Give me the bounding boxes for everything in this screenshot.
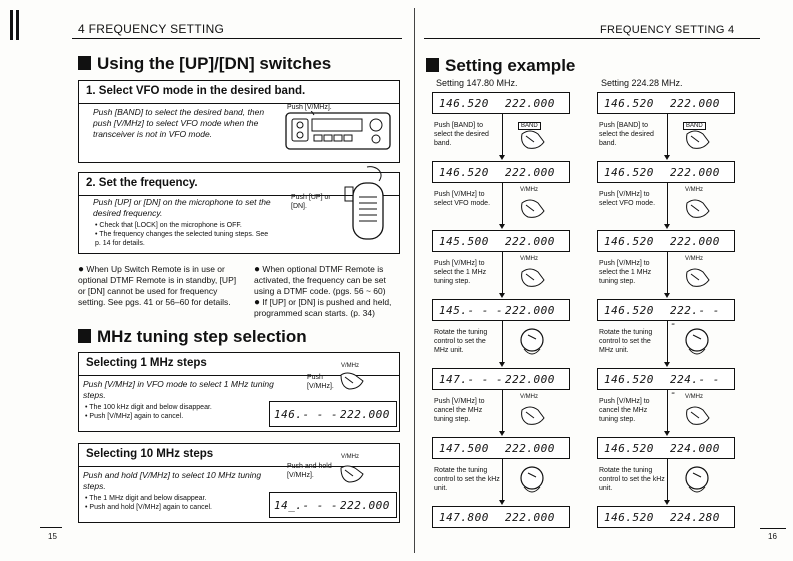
flow-arrow-line [502, 114, 503, 156]
flow-arrow-line [667, 390, 668, 432]
key-label: V/MHz [685, 187, 703, 193]
lcd-right-freq: 222.000 [505, 442, 555, 455]
step2-callout: Push [UP] or [DN]. [291, 194, 331, 210]
mhz10-lcd [269, 492, 397, 518]
flow-arrow-line [502, 390, 503, 432]
column-title: Setting 147.80 MHz. [436, 78, 518, 88]
flow-arrowhead [499, 362, 505, 367]
flow-arrowhead [664, 224, 670, 229]
lcd-right-freq: 222.000 [505, 235, 555, 248]
step1-text: Push [BAND] to select the desired band, then push [V/MHz] to select VFO mode when the transceiver is not in VFO mode. [93, 107, 265, 139]
lcd-left-freq: 145.- - - [439, 304, 504, 317]
step2-bullet: • The frequency changes the selected tuning steps. See p. 14 for details. [95, 231, 269, 247]
mhz10-bullet: • The 1 MHz digit and below disappear. [85, 495, 207, 502]
example-column-224 [597, 78, 743, 528]
key-label: V/MHz [520, 187, 538, 193]
flow-arrow-line [667, 183, 668, 225]
example-lcd [432, 230, 570, 252]
lcd-left-freq: 146.520 [439, 97, 489, 110]
tuning-dial-icon [677, 463, 717, 499]
example-step-text: Rotate the tuning control to set the kHz unit. [599, 467, 665, 492]
example-lcd [432, 506, 570, 528]
example-step-text: Push [V/MHz] to cancel the MHz tuning step. [434, 398, 485, 423]
example-step-text: Push [V/MHz] to select VFO mode. [434, 191, 491, 207]
example-step-text: Rotate the tuning control to set the MHz unit. [434, 329, 488, 354]
right-header-rule [424, 38, 760, 39]
flow-arrowhead [664, 155, 670, 160]
flow-arrow-line [667, 321, 668, 363]
lcd-right-freq: 224.- - - [670, 373, 720, 399]
flow-arrowhead [664, 500, 670, 505]
example-step-text: Push [V/MHz] to select VFO mode. [599, 191, 656, 207]
vmhz-key-icon [512, 394, 552, 430]
flow-arrowhead [499, 431, 505, 436]
flow-arrow-line [667, 459, 668, 501]
key-label: V/MHz [520, 256, 538, 262]
lcd-right-freq: 224.280 [670, 511, 720, 524]
lcd-left-freq: 14_.- - - [274, 499, 339, 512]
lcd-right-freq: 222.000 [505, 97, 555, 110]
flow-arrowhead [499, 155, 505, 160]
key-label: BAND [518, 122, 541, 130]
example-step-text: Push [V/MHz] to cancel the MHz tuning step. [599, 398, 650, 423]
flow-arrow-line [502, 459, 503, 501]
mhz1-title: Selecting 1 MHz steps [86, 357, 207, 369]
flow-arrowhead [499, 500, 505, 505]
step2-title: 2. Set the frequency. [86, 177, 198, 189]
band-key-icon [512, 118, 552, 154]
left-header: 4 FREQUENCY SETTING [78, 22, 225, 36]
note-updown-remote: ● When Up Switch Remote is in use or optional DTMF Remote is in standby, [UP] or [DN] cannot be used for frequency setting. See pgs. 41 or 56–60 for details. [78, 264, 237, 307]
key-label: V/MHz [685, 394, 703, 400]
lcd-right-freq: 222.000 [505, 304, 555, 317]
step2-text: Push [UP] or [DN] on the microphone to set the desired frequency. [93, 197, 271, 218]
flow-arrow-line [667, 114, 668, 156]
lcd-left-freq: 147.500 [439, 442, 489, 455]
flow-arrow-line [502, 183, 503, 225]
vmhz-key-label: V/MHz [341, 363, 359, 369]
hand-press-icon [337, 369, 367, 391]
example-step-text: Rotate the tuning control to set the kHz unit. [434, 467, 500, 492]
example-lcd [597, 299, 735, 330]
hand-press-icon [337, 462, 367, 484]
vmhz-key-label: V/MHz [341, 454, 359, 460]
lcd-left-freq: 146.520 [439, 166, 489, 179]
vmhz-key-icon [677, 187, 717, 223]
mhz1-box [78, 352, 400, 432]
lcd-left-freq: 146.520 [604, 442, 654, 455]
step1-box [78, 80, 400, 163]
lcd-left-freq: 146.- - - [274, 408, 339, 421]
flow-arrowhead [664, 293, 670, 298]
lcd-right-freq: 222.000 [670, 235, 720, 248]
left-page-number: 15 [48, 532, 57, 541]
vmhz-key-icon [512, 187, 552, 223]
example-lcd [597, 161, 735, 183]
column-title: Setting 224.28 MHz. [601, 78, 683, 88]
note-scan: ● If [UP] or [DN] is pushed and held, programmed scan starts. (p. 34) [254, 297, 392, 318]
example-step-text: Push [V/MHz] to select the 1 MHz tuning step. [599, 260, 652, 285]
example-lcd [432, 299, 570, 321]
left-footer-rule [40, 527, 62, 528]
transceiver-illustration [284, 111, 394, 153]
example-lcd [597, 506, 735, 528]
lcd-left-freq: 145.500 [439, 235, 489, 248]
key-label: BAND [683, 122, 706, 130]
step2-box [78, 172, 400, 254]
example-lcd [597, 230, 735, 252]
lcd-right-freq: 222.000 [505, 166, 555, 179]
binding-mark [10, 10, 13, 40]
example-lcd [432, 161, 570, 183]
lcd-right-freq: 224.000 [670, 442, 720, 455]
lcd-left-freq: 146.520 [604, 235, 654, 248]
binding-mark [16, 10, 19, 40]
vmhz-key-icon [677, 256, 717, 292]
lcd-right-freq: 222.000 [340, 499, 390, 512]
mhz1-bullet: • Push [V/MHz] again to cancel. [85, 413, 184, 420]
lcd-right-freq: 222.000 [340, 408, 390, 421]
example-column-147 [432, 78, 578, 528]
step1-title: 1. Select VFO mode in the desired band. [86, 85, 306, 97]
flow-arrow-line [502, 321, 503, 363]
example-lcd [432, 92, 570, 114]
left-header-rule [72, 38, 402, 39]
lcd-right-freq: 222.- - - [670, 304, 720, 330]
mhz1-text: Push [V/MHz] in VFO mode to select 1 MHz tuning steps. [83, 379, 274, 400]
example-step-text: Rotate the tuning control to set the MHz unit. [599, 329, 653, 354]
example-lcd [597, 437, 735, 459]
lcd-left-freq: 146.520 [604, 511, 654, 524]
page-divider [414, 8, 415, 553]
right-footer-rule [760, 528, 786, 529]
example-step-text: Push [BAND] to select the desired band. [599, 122, 654, 147]
band-key-icon [677, 118, 717, 154]
lcd-left-freq: 147.800 [439, 511, 489, 524]
mhz1-callout: Push [V/MHz]. [307, 374, 334, 390]
flow-arrow-line [502, 252, 503, 294]
tuning-dial-icon [512, 325, 552, 361]
step1-callout: Push [V/MHz]. [287, 104, 332, 111]
flow-arrowhead [499, 293, 505, 298]
lcd-right-freq: 222.000 [670, 97, 720, 110]
lcd-left-freq: 146.520 [604, 373, 654, 386]
tuning-dial-icon [677, 325, 717, 361]
mhz1-lcd [269, 401, 397, 427]
key-label: V/MHz [520, 394, 538, 400]
lcd-left-freq: 146.520 [604, 166, 654, 179]
lcd-right-freq: 222.000 [670, 166, 720, 179]
mhz10-title: Selecting 10 MHz steps [86, 448, 214, 460]
vmhz-key-icon [512, 256, 552, 292]
lcd-left-freq: 146.520 [604, 304, 654, 317]
mhz10-box [78, 443, 400, 523]
vmhz-key-icon [677, 394, 717, 430]
flow-arrowhead [664, 431, 670, 436]
right-page-number: 16 [768, 532, 777, 541]
mhz-heading: MHz tuning step selection [78, 327, 307, 347]
updn-heading: Using the [UP]/[DN] switches [78, 54, 331, 74]
lcd-left-freq: 146.520 [604, 97, 654, 110]
mhz10-text: Push and hold [V/MHz] to select 10 MHz tuning steps. [83, 470, 262, 491]
example-step-text: Push [BAND] to select the desired band. [434, 122, 489, 147]
key-label: V/MHz [685, 256, 703, 262]
lcd-right-freq: 222.000 [505, 511, 555, 524]
note-dtmf: ● When optional DTMF Remote is activated, the frequency can be set using a DTMF code. (pgs. 56 ~ 60) [254, 264, 386, 296]
flow-arrowhead [664, 362, 670, 367]
lcd-left-freq: 147.- - - [439, 373, 504, 386]
mhz1-bullet: • The 100 kHz digit and below disappear. [85, 404, 212, 411]
flow-arrowhead [499, 224, 505, 229]
example-lcd [432, 437, 570, 459]
right-header: FREQUENCY SETTING 4 [600, 24, 735, 36]
example-lcd [597, 92, 735, 114]
mhz10-callout: Push and hold [V/MHz]. [287, 463, 332, 479]
lcd-right-freq: 222.000 [505, 373, 555, 386]
microphone-illustration [337, 163, 397, 253]
example-step-text: Push [V/MHz] to select the 1 MHz tuning step. [434, 260, 487, 285]
mhz10-bullet: • Push and hold [V/MHz] again to cancel. [85, 504, 212, 511]
step2-bullet: • Check that [LOCK] on the microphone is OFF. [95, 222, 242, 229]
example-lcd [432, 368, 570, 390]
flow-arrow-line [667, 252, 668, 294]
example-heading: Setting example [426, 56, 575, 76]
tuning-dial-icon [512, 463, 552, 499]
